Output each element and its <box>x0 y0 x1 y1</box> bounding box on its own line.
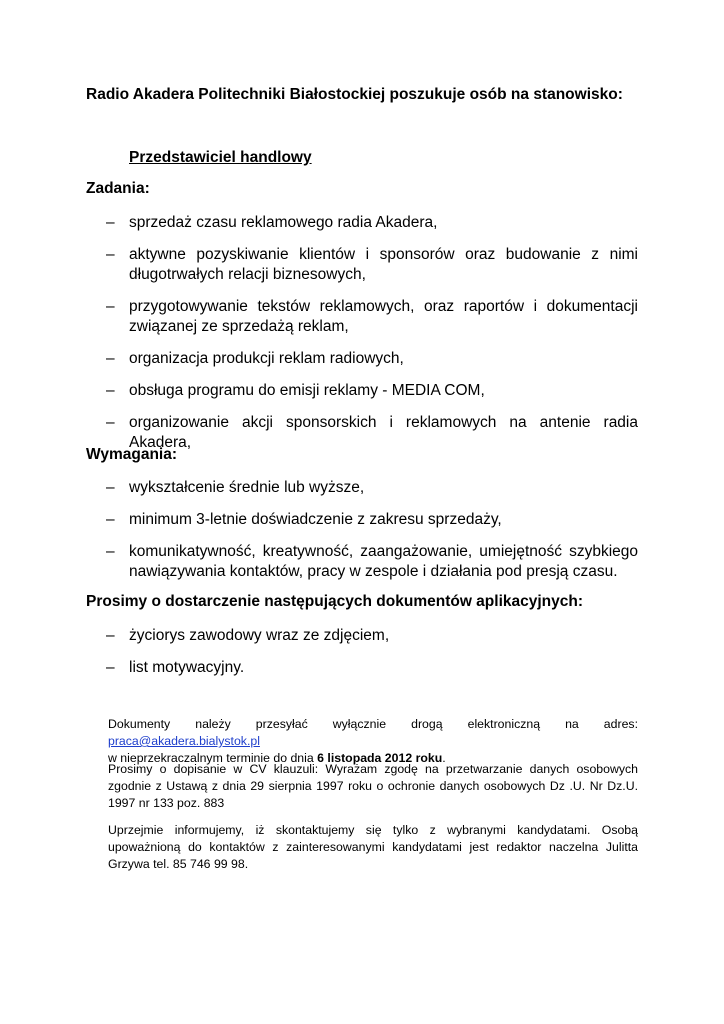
bullet-dash: – <box>106 543 115 560</box>
requirements-section-title: Wymagania: <box>86 446 178 463</box>
document-item <box>86 658 638 678</box>
requirement-item-text: wykształcenie średnie lub wyższe, <box>129 479 365 496</box>
submission-note <box>108 716 638 767</box>
document-item-text: życiorys zawodowy wraz ze zdjęciem, <box>129 627 390 644</box>
bullet-dash: – <box>106 350 115 367</box>
task-item <box>86 213 638 233</box>
bullet-dash: – <box>106 214 115 231</box>
requirement-item <box>86 510 638 530</box>
deadline-date: 6 listopada 2012 roku <box>317 751 443 765</box>
submission-prefix: Dokumenty należy przesyłać wyłącznie drogą elektroniczną na adres: <box>108 717 638 731</box>
position-title: Przedstawiciel handlowy <box>129 149 312 166</box>
bullet-dash: – <box>106 511 115 528</box>
task-item-text: przygotowywanie tekstów reklamowych, oraz raportów i dokumentacji związanej ze sprzedażą reklam, <box>129 298 638 335</box>
page-heading: Radio Akadera Politechniki Białostockiej poszukuje osób na stanowisko: <box>86 86 623 103</box>
task-item-text: organizacja produkcji reklam radiowych, <box>129 350 404 367</box>
requirement-item <box>86 542 638 582</box>
contact-note: Uprzejmie informujemy, iż skontaktujemy się tylko z wybranymi kandydatami. Osobą upoważnioną do kontaktów z zainteresowanymi kandydatami jest redaktor naczelna Julitta Grzywa tel. 85 746 99 98. <box>108 823 638 871</box>
cv-clause-note: Prosimy o dopisanie w CV klauzuli: Wyrażam zgodę na przetwarzanie danych osobowych zgodnie z Ustawą z dnia 29 sierpnia 1997 roku o ochronie danych osobowych Dz .U. Nr Dz.U. 1997 nr 133 poz. 883 <box>108 762 638 810</box>
task-item <box>86 297 638 337</box>
bullet-dash: – <box>106 298 115 315</box>
bullet-dash: – <box>106 382 115 399</box>
deadline-suffix: . <box>442 751 446 765</box>
bullet-dash: – <box>106 414 115 431</box>
documents-section-title: Prosimy o dostarczenie następujących dokumentów aplikacyjnych: <box>86 593 584 610</box>
document-item <box>86 626 638 646</box>
tasks-section-title: Zadania: <box>86 180 150 197</box>
bullet-dash: – <box>106 479 115 496</box>
task-item-text: organizowanie akcji sponsorskich i reklamowych na antenie radia Akadera, <box>129 414 638 451</box>
task-item <box>86 381 638 401</box>
deadline-prefix: w nieprzekraczalnym terminie do dnia <box>108 751 314 765</box>
bullet-dash: – <box>106 246 115 263</box>
document-item-text: list motywacyjny. <box>129 659 245 676</box>
task-item-text: sprzedaż czasu reklamowego radia Akadera, <box>129 214 438 231</box>
email-link[interactable]: praca@akadera.bialystok.pl <box>108 734 260 748</box>
bullet-dash: – <box>106 627 115 644</box>
task-item <box>86 245 638 285</box>
bullet-dash: – <box>106 659 115 676</box>
requirement-item-text: komunikatywność, kreatywność, zaangażowanie, umiejętność szybkiego nawiązywania kontaktów, pracy w zespole i działania pod presją czasu. <box>129 543 638 580</box>
requirement-item-text: minimum 3-letnie doświadczenie z zakresu sprzedaży, <box>129 511 502 528</box>
task-item-text: aktywne pozyskiwanie klientów i sponsorów oraz budowanie z nimi długotrwałych relacji biznesowych, <box>129 246 638 283</box>
requirement-item <box>86 478 638 498</box>
task-item <box>86 349 638 369</box>
task-item-text: obsługa programu do emisji reklamy - MEDIA COM, <box>129 382 485 399</box>
